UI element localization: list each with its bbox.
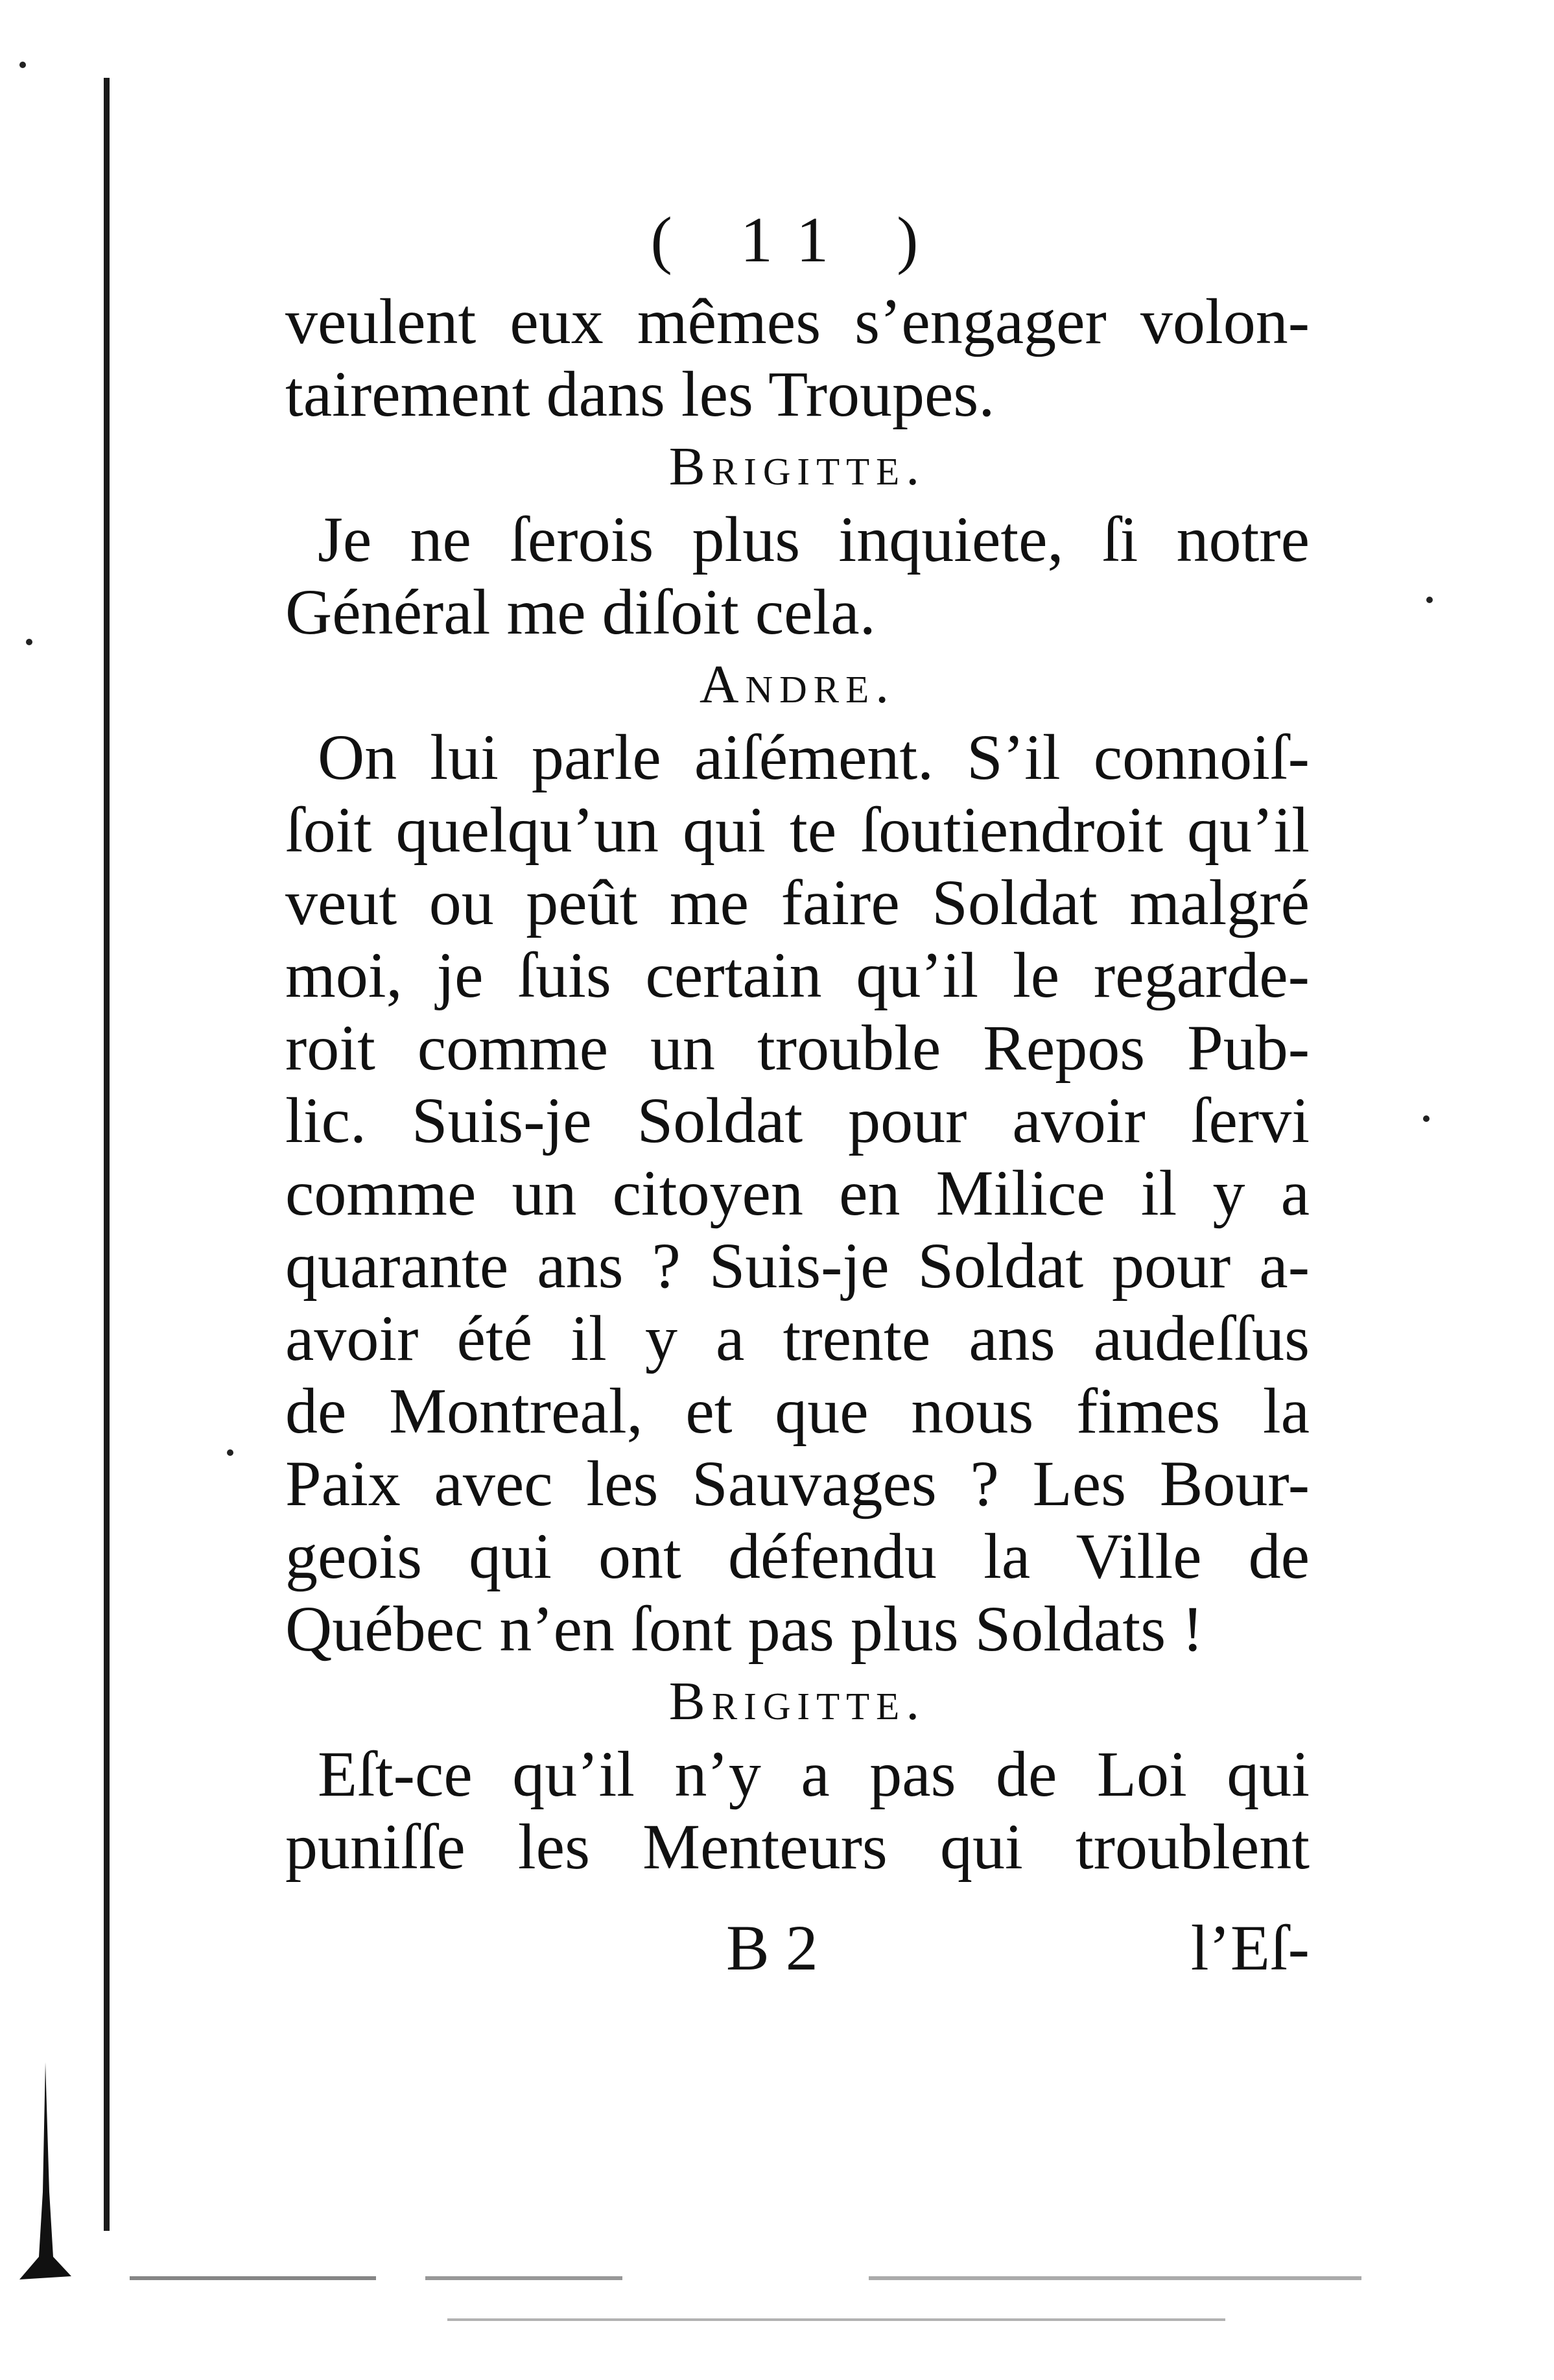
text-line: Paix avec les Sauvages ? Les Bour- — [285, 1447, 1310, 1519]
bottom-edge-rule — [130, 2276, 1361, 2280]
ink-speck — [19, 62, 26, 68]
bottom-edge-rule-secondary — [447, 2318, 1225, 2321]
text-line: veut ou peût me faire Soldat malgré — [285, 866, 1310, 938]
page-text-block — [285, 195, 1310, 1993]
signature-mark: B 2 — [726, 1912, 818, 1984]
text-line: quarante ans ? Suis-je Soldat pour a- — [285, 1230, 1310, 1302]
text-line: Québec n’en ſont pas plus Soldats ! — [285, 1593, 1204, 1665]
text-lines — [285, 285, 1310, 1883]
page-footer — [285, 1903, 1310, 1993]
text-line: tairement dans les Troupes. — [285, 358, 995, 430]
text-line: Eſt-ce qu’il n’y a pas de Loi qui — [318, 1738, 1310, 1810]
ink-speck — [1423, 1115, 1430, 1122]
text-line: comme un citoyen en Milice il y a — [285, 1157, 1310, 1229]
text-line: Je ne ſerois plus inquiete, ſi notre — [318, 503, 1310, 575]
text-line: puniſſe les Menteurs qui troublent — [285, 1811, 1310, 1883]
speaker-name: Brigitte. — [668, 436, 926, 497]
speaker-name: Brigitte. — [668, 1671, 926, 1731]
text-line: ſoit quelqu’un qui te ſoutiendroit qu’il — [285, 794, 1310, 866]
text-line: On lui parle aiſément. S’il connoiſ- — [318, 721, 1310, 793]
text-line: lic. Suis-je Soldat pour avoir ſervi — [285, 1084, 1310, 1156]
page-number-header: ( 11 ) — [650, 204, 945, 276]
text-line: Général me diſoit cela. — [285, 576, 876, 648]
ink-speck — [227, 1449, 233, 1456]
speaker-name: Andre. — [699, 654, 896, 715]
text-line: roit comme un trouble Repos Pub- — [285, 1012, 1310, 1084]
binding-stain-mark — [19, 2062, 71, 2283]
catchword: l’Eſ- — [1190, 1912, 1310, 1984]
text-line: veulent eux mêmes s’engager volon- — [285, 285, 1310, 357]
text-line: avoir été il y a trente ans audeſſus — [285, 1302, 1310, 1374]
text-line: moi, je ſuis certain qu’il le regarde- — [285, 939, 1310, 1011]
gutter-shadow-rule — [104, 78, 110, 2231]
text-line: geois qui ont défendu la Ville de — [285, 1520, 1310, 1592]
ink-speck — [26, 639, 32, 645]
ink-speck — [1426, 597, 1433, 603]
text-line: de Montreal, et que nous fimes la — [285, 1375, 1310, 1447]
